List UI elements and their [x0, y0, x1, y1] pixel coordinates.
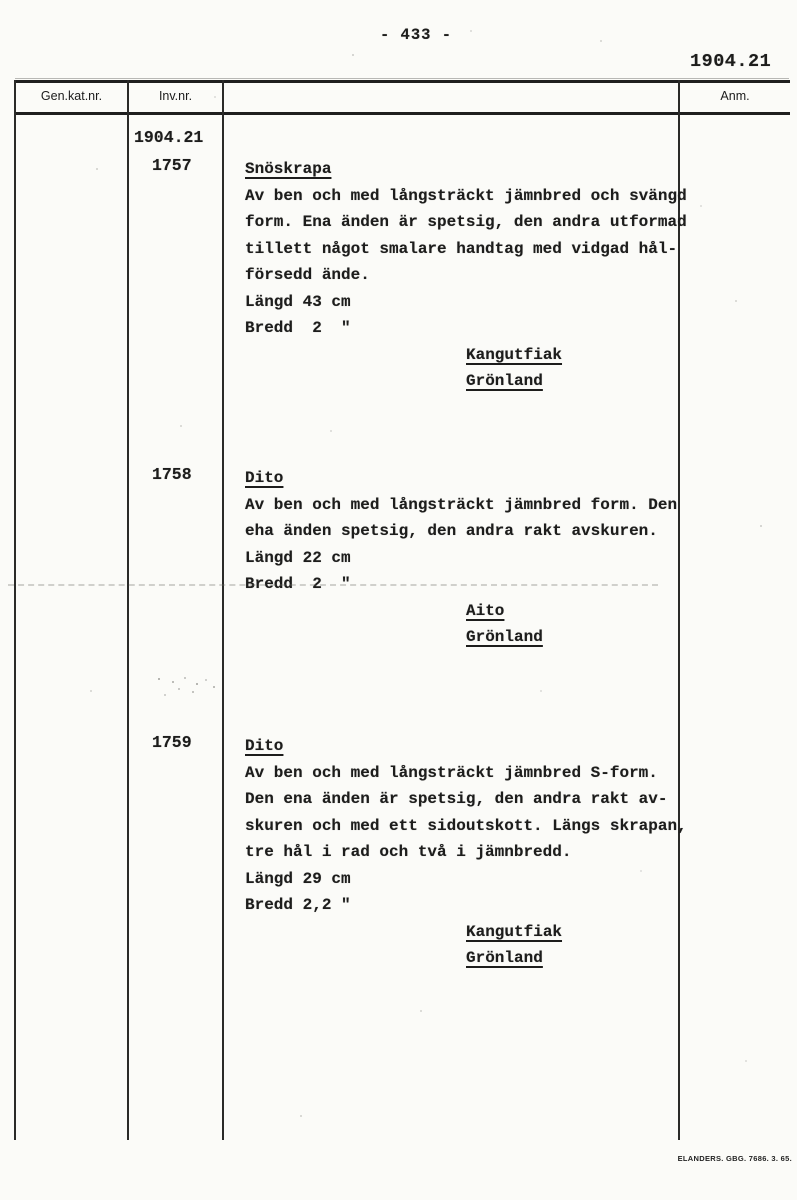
description-line: tillett något smalare handtag med vidgad hål- [245, 239, 678, 258]
description-line: form. Ena änden är spetsig, den andra utformad [245, 213, 687, 231]
dimension-width: Bredd 2 ″ [245, 319, 351, 337]
inventory-number: 1758 [152, 465, 192, 484]
dimension-width: Bredd 2,2 ″ [245, 896, 351, 914]
item-title: Dito [245, 737, 284, 755]
description-line: Av ben och med långsträckt jämnbred S-form. [245, 763, 658, 782]
printer-mark: ELANDERS. GBG. 7686. 3. 65. [677, 1154, 792, 1163]
table-header-divider [14, 112, 790, 115]
column-header-gen-kat-nr: Gen.kat.nr. [40, 89, 103, 103]
catalog-number-top: 1904.21 [690, 51, 772, 72]
description-line: Av ben och med långsträckt jämnbred och svängd [245, 186, 687, 205]
provenance-name: Aito [466, 601, 505, 620]
item-title: Snöskrapa [245, 160, 332, 178]
description-line: tre hål i rad och två i jämnbredd. [245, 843, 572, 861]
description-line: Den ena änden är spetsig, den andra rakt av- [245, 790, 668, 808]
provenance-name: Kangutfiak [466, 922, 563, 941]
dimension-length: Längd 22 cm [245, 548, 351, 567]
item-title: Dito [245, 469, 284, 487]
scan-artifact-dashed-line [8, 584, 658, 586]
dimension-length: Längd 43 cm [245, 292, 351, 311]
description-line: försedd ände. [245, 266, 370, 284]
dimension-length: Längd 29 cm [245, 869, 351, 888]
table-border-left [14, 80, 16, 1140]
column-divider-genkat-inv [127, 80, 129, 1140]
description-line: Av ben och med långsträckt jämnbred form. Den [245, 495, 678, 514]
scan-artifact-smudge [158, 678, 160, 680]
provenance-place: Grönland [466, 949, 543, 967]
catalog-group-number: 1904.21 [134, 128, 204, 147]
column-header-anm: Anm. [720, 89, 750, 103]
provenance-name: Kangutfiak [466, 345, 563, 364]
inventory-number: 1757 [152, 156, 192, 175]
page-number: - 433 - [379, 26, 453, 44]
provenance-place: Grönland [466, 372, 543, 390]
description-line: skuren och med ett sidoutskott. Längs skrapan, [245, 816, 687, 835]
table-border-top [14, 80, 790, 83]
description-line: eha änden spetsig, den andra rakt avskuren. [245, 522, 658, 540]
dimension-width: Bredd 2 ″ [245, 575, 351, 593]
column-header-inv-nr: Inv.nr. [158, 89, 193, 103]
column-divider-inv-description [222, 80, 224, 1140]
provenance-place: Grönland [466, 628, 543, 646]
scan-artifact-specks [0, 0, 2, 2]
inventory-number: 1759 [152, 733, 192, 752]
